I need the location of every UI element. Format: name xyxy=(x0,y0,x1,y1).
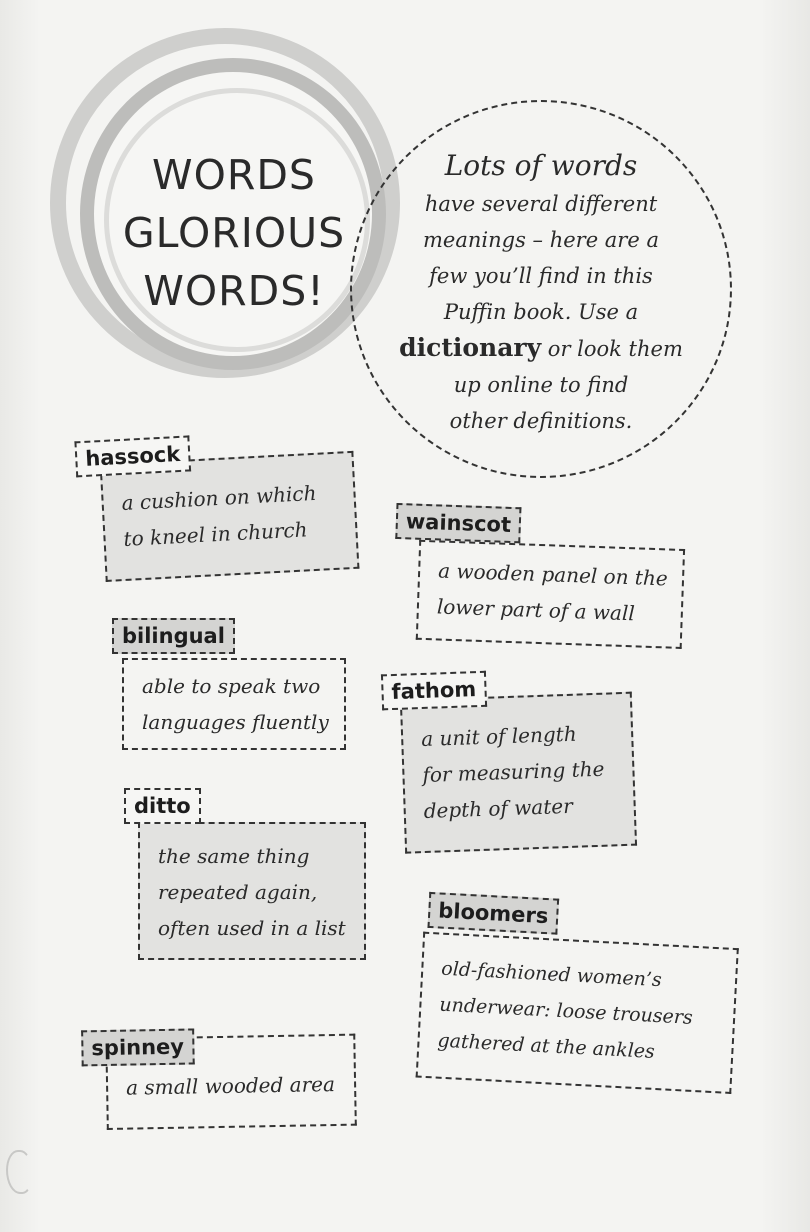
definition-line: a unit of length xyxy=(420,721,578,752)
intro-line-4: Puffin book. Use a xyxy=(443,300,639,324)
glossary-word: hassock xyxy=(74,435,191,477)
intro-line-6: up online to find xyxy=(453,373,629,397)
definition-line: depth of water xyxy=(423,793,574,823)
definition-line: lower part of a wall xyxy=(436,594,636,626)
glossary-entry-bilingual xyxy=(112,618,348,750)
glossary-word: ditto xyxy=(124,788,201,824)
glossary-definition xyxy=(416,540,685,649)
definition-line: for measuring the xyxy=(422,756,605,788)
intro-emphasis: dictionary xyxy=(399,333,542,362)
glossary-word: spinney xyxy=(81,1028,194,1066)
definition-line: repeated again, xyxy=(158,880,318,904)
intro-lead: Lots of words xyxy=(444,149,638,182)
intro-line-3: few you’ll find in this xyxy=(429,264,653,288)
glossary-definition xyxy=(400,692,637,854)
glossary-entry-fathom xyxy=(381,666,637,855)
definition-line: gathered at the ankles xyxy=(437,1029,656,1063)
definition-line: languages fluently xyxy=(142,710,329,734)
intro-line-1: have several different xyxy=(424,192,658,216)
page-title xyxy=(104,146,364,320)
glossary-entry-bloomers xyxy=(419,892,743,1104)
definition-line: a wooden panel on the xyxy=(437,558,669,591)
glossary-definition xyxy=(122,658,346,750)
definition-line: to kneel in church xyxy=(122,517,309,551)
page-edge-mark xyxy=(6,1150,32,1194)
intro-line-2: meanings – here are a xyxy=(423,228,659,252)
glossary-word: bloomers xyxy=(427,892,559,935)
glossary-word: wainscot xyxy=(395,503,521,543)
intro-line-7: other definitions. xyxy=(449,409,633,433)
glossary-entry-wainscot xyxy=(392,503,689,653)
intro-line-5: or look them xyxy=(541,337,683,361)
glossary-entry-spinney xyxy=(81,1026,359,1135)
glossary-definition xyxy=(138,822,366,960)
title-line-1: WORDS xyxy=(152,151,316,199)
definition-line: a small wooded area xyxy=(125,1071,336,1100)
glossary-entry-hassock xyxy=(74,427,361,586)
glossary-word: fathom xyxy=(381,671,487,711)
glossary-word: bilingual xyxy=(112,618,235,654)
definition-line: often used in a list xyxy=(158,916,346,940)
intro-text xyxy=(378,146,704,439)
glossary-definition xyxy=(416,932,739,1094)
title-line-2: GLORIOUS xyxy=(122,209,346,257)
definition-line: the same thing xyxy=(158,844,310,868)
glossary-entry-ditto xyxy=(124,788,366,960)
definition-line: old-fashioned women’s xyxy=(440,957,663,992)
definition-line: underwear: loose trousers xyxy=(438,993,694,1029)
definition-line: able to speak two xyxy=(142,674,321,698)
title-line-3: WORDS! xyxy=(143,267,325,315)
definition-line: a cushion on which xyxy=(121,480,318,516)
